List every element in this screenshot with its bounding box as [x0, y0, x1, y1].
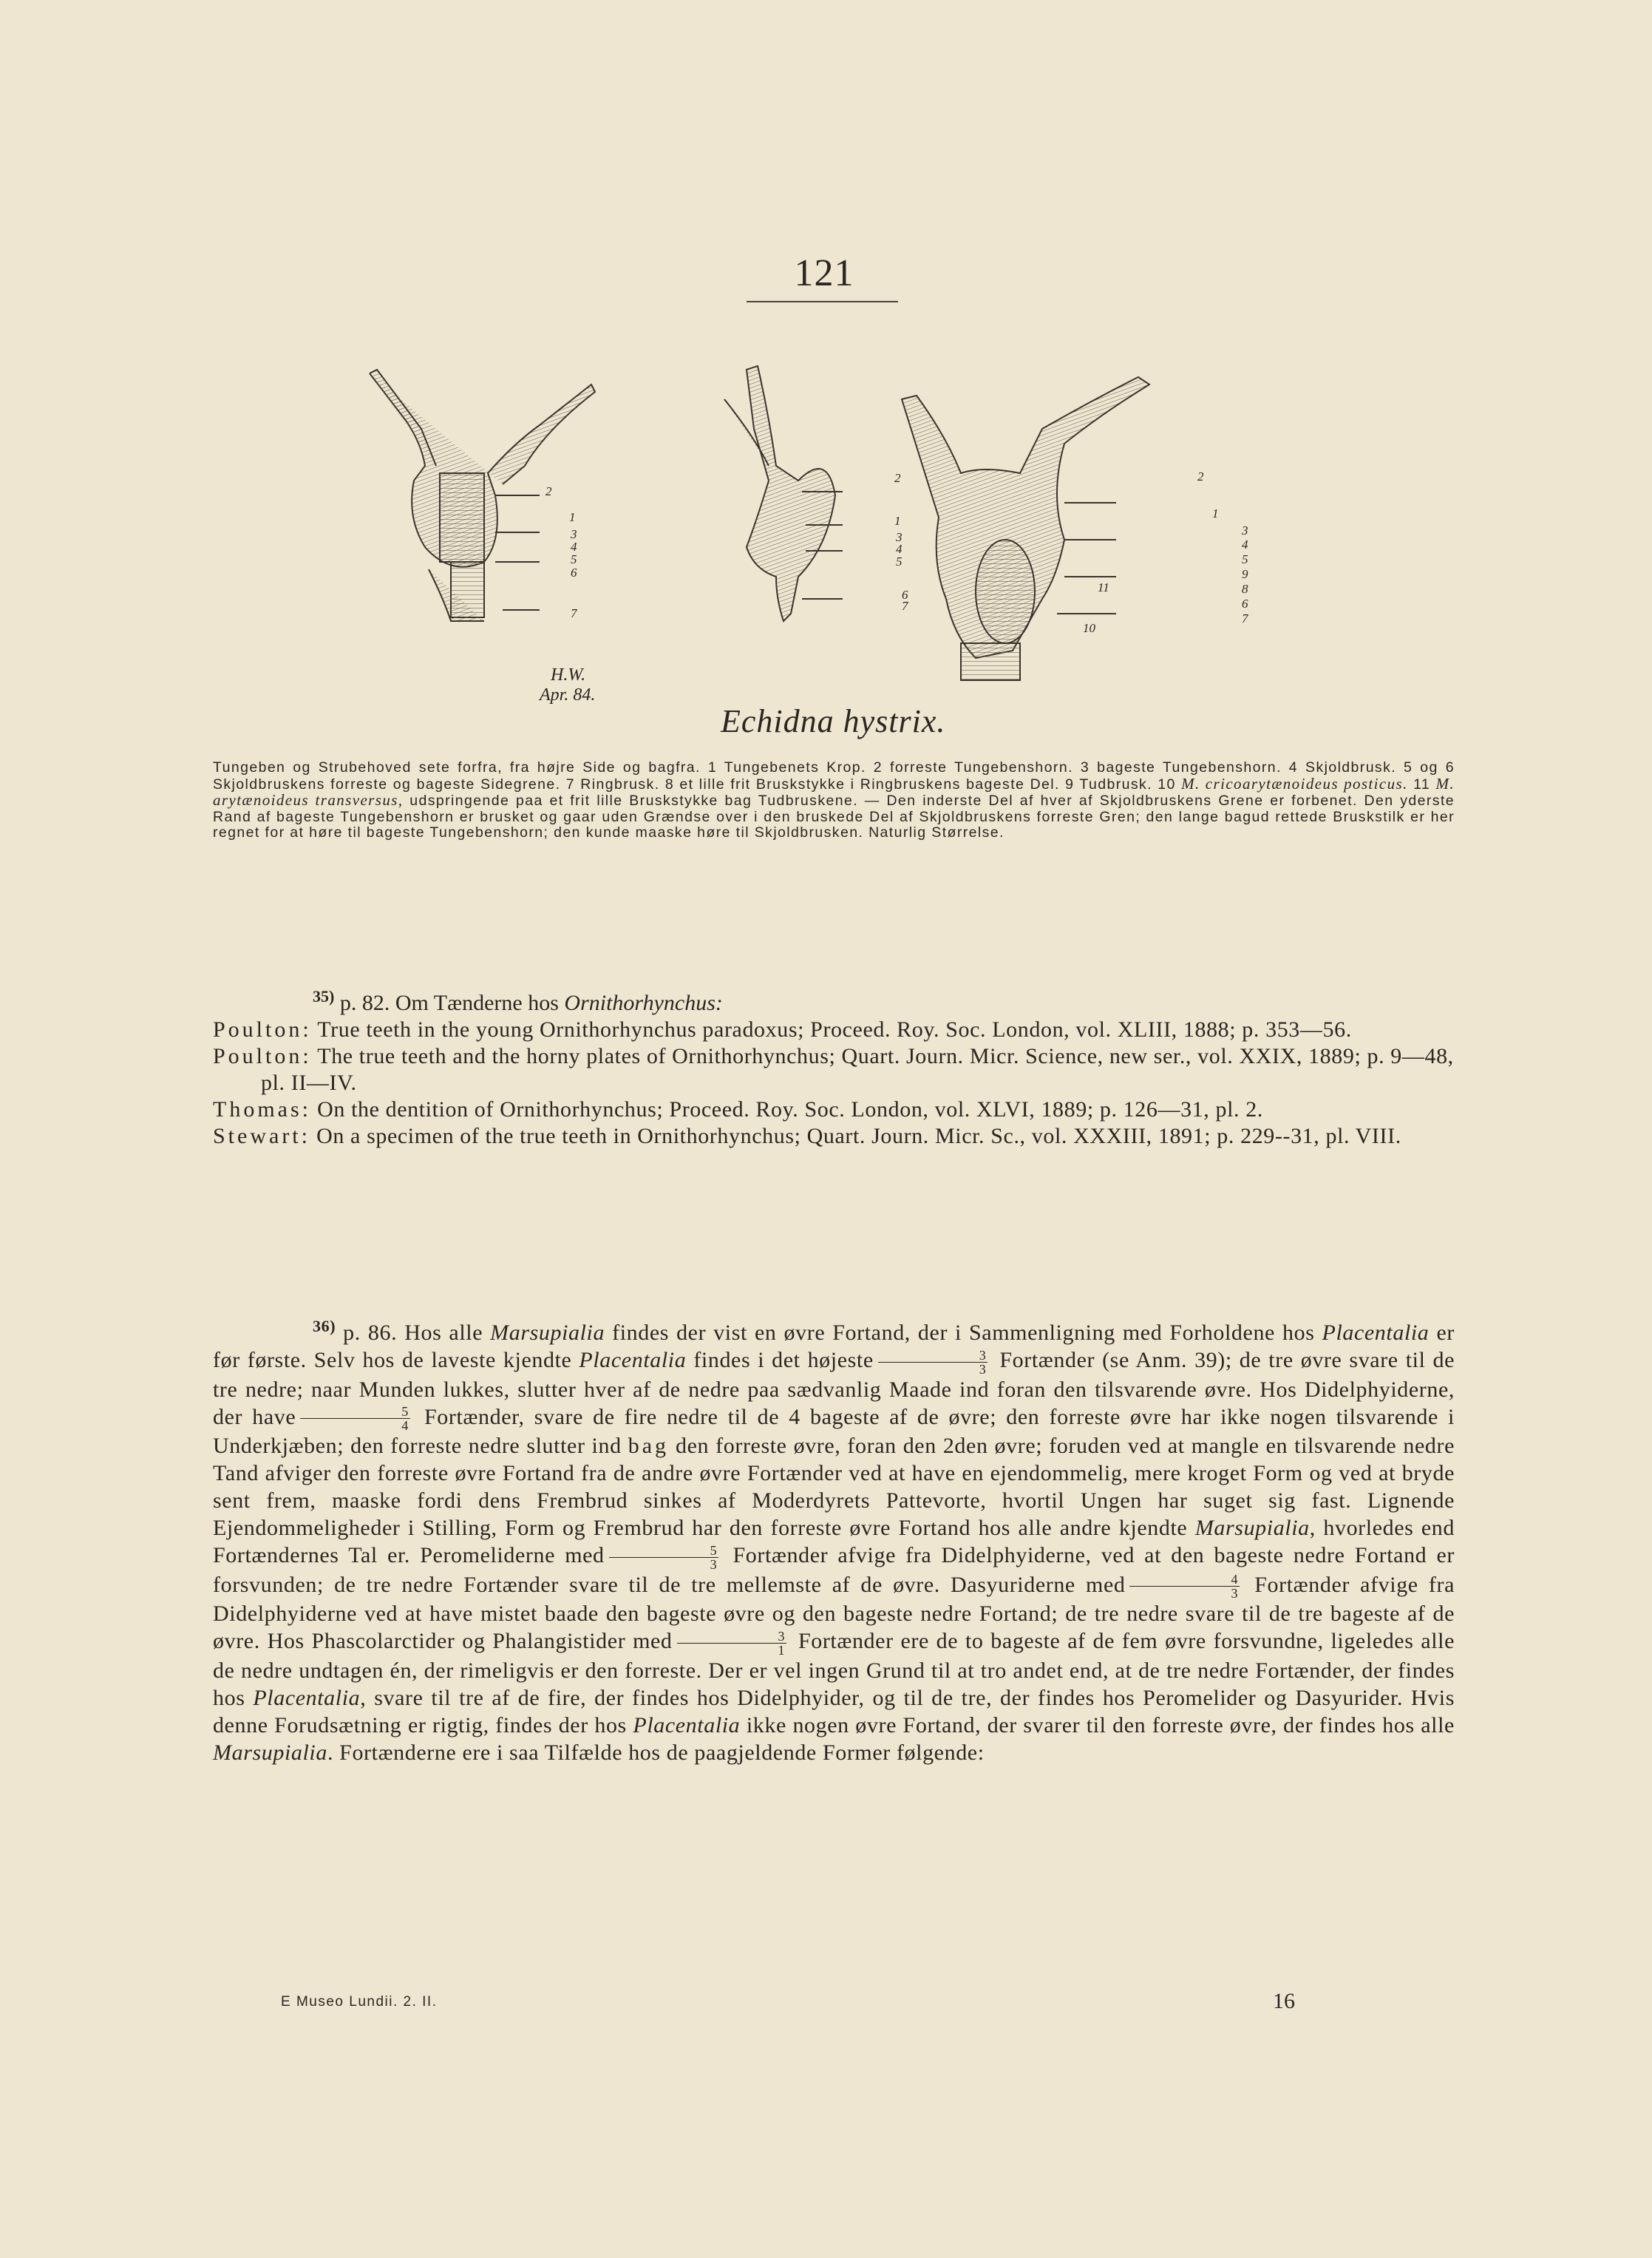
- reference-item: [213, 1017, 1455, 1043]
- reference-item: [213, 1096, 1455, 1123]
- fig-label-left-4: 4: [571, 540, 577, 554]
- reference-text: On the dentition of Ornithorhynchus; Proceed. Roy. Soc. London, vol. XLVI, 1889; p. 126—31, pl. 2.: [317, 1097, 1263, 1122]
- fraction-denominator: 3: [710, 1556, 718, 1572]
- fraction-3-1: [677, 1630, 787, 1657]
- reference-author: Stewart:: [213, 1124, 310, 1148]
- note-36-text: Fortænder afvige fra Didelphyiderne ved at have mistet baade den bageste øvre og den bageste nedre Fortand; de tre nedre svare til de tre bageste af de øvre. Hos Phascolarctider og Phalangistider med: [213, 1572, 1455, 1654]
- note-35: [213, 983, 1455, 1150]
- fraction-denominator: 3: [1231, 1586, 1239, 1601]
- note-36-text: . Fortænderne ere i saa Tilfælde hos de paagjeldende Former følgende:: [327, 1740, 985, 1766]
- fraction-denominator: 3: [979, 1361, 987, 1377]
- fig-label-right-10: 10: [1083, 621, 1095, 635]
- fig-label-right-3: 3: [1242, 523, 1248, 538]
- larynx-illustration: [355, 355, 1301, 739]
- page-number: 121: [794, 252, 854, 294]
- fraction-4-3: [1129, 1573, 1240, 1600]
- note-36-text: , hvorledes end Fortændernes Tal er. Peromeliderne med: [213, 1516, 1455, 1568]
- fraction-denominator: 4: [401, 1418, 409, 1434]
- note-35-intro: p. 82. Om Tænderne hos: [339, 991, 559, 1015]
- note-36-text: Fortænder, svare de fire nedre til de 4 bageste af de øvre; den forreste øvre har ikke nogen tilsvarende i Underkjæben; den forreste nedre slutter ind: [213, 1404, 1455, 1459]
- note-36-paragraph: [213, 1312, 1455, 1766]
- fig-label-right-11: 11: [1098, 580, 1109, 594]
- fig-label-right-7: 7: [1242, 611, 1248, 625]
- fig-label-right-4: 4: [1242, 538, 1248, 552]
- figure-caption: [213, 760, 1455, 841]
- term-placentalia: Placentalia: [253, 1686, 361, 1711]
- term-placentalia: Placentalia: [1322, 1320, 1430, 1345]
- reference-author: Thomas:: [213, 1097, 311, 1122]
- note-35-heading: [213, 983, 1455, 1017]
- fraction-5-3: [609, 1544, 719, 1571]
- fraction-denominator: 1: [778, 1643, 786, 1658]
- reference-item: [213, 1043, 1455, 1096]
- figure-echidna-larynx: [355, 355, 1301, 739]
- note-36-text: Fortænder (se Anm. 39); de tre øvre svare til de tre nedre; naar Munden lukkes, slutter hver af de nedre paa sædvanlig Maade ind foran den tilsvarende øvre. Hos Didelphyiderne, der have: [213, 1348, 1455, 1429]
- fig-label-left-2: 2: [545, 484, 552, 498]
- fraction-numerator: 3: [878, 1349, 988, 1363]
- fig-label-mid-6: 6: [902, 588, 908, 602]
- fig-label-right-9: 9: [1242, 567, 1248, 581]
- note-36-text: findes i det højeste: [693, 1348, 874, 1372]
- fig-label-right-2: 2: [1197, 469, 1204, 484]
- fraction-numerator: 5: [300, 1405, 410, 1419]
- note-36-text: Fortænder afvige fra Didelphyiderne, ved at den bageste nedre Fortand er forsvunden; de tre nedre Fortænder svare til de tre mellemste af de øvre. Dasyuriderne med: [213, 1543, 1455, 1597]
- fraction-numerator: 5: [609, 1544, 719, 1558]
- fraction-numerator: 3: [677, 1630, 787, 1644]
- reference-text: The true teeth and the horny plates of Ornithorhynchus; Quart. Journ. Micr. Science, new ser., vol. XXIX, 1889; p. 9—48, pl. II—IV.: [261, 1044, 1454, 1095]
- fig-label-left-1: 1: [569, 510, 576, 524]
- note-36-text: findes der vist en øvre Fortand, der i Sammenligning med Forholdene hos: [612, 1320, 1315, 1345]
- figure-title: Echidna hystrix.: [721, 703, 946, 739]
- note-36-text: Fortænder ere de to bageste af de fem øvre forsvundne, ligeledes alle de nedre undtagen én, der rimeligvis er den forreste. Der er vel ingen Grund til at tro andet end, at de tre nedre Fortænder, der findes hos: [213, 1629, 1455, 1711]
- fig-label-mid-3: 3: [896, 530, 903, 544]
- illustrator-signature-initials: H.W.: [551, 665, 586, 685]
- fig-label-mid-4: 4: [896, 542, 903, 556]
- illustrator-signature-date: Apr. 84.: [540, 685, 596, 705]
- fig-label-left-7: 7: [571, 606, 577, 620]
- caption-text-1: Tungeben og Strubehoved sete forfra, fra højre Side og bagfra. 1 Tungebenets Krop. 2 forreste Tungebenshorn. 3 bageste Tungebenshorn. 4 Skjoldbrusk. 5 og 6 Skjoldbruskens forreste og bageste Sidegrene. 7 Ringbrusk. 8 et lille frit Bruskstykke i Ringbruskens bageste Del. 9 Tudbrusk. 10: [213, 759, 1455, 793]
- fraction-5-4: [300, 1405, 410, 1432]
- term-marsupialia: Marsupialia: [1194, 1516, 1310, 1541]
- fig-label-left-5: 5: [571, 552, 577, 566]
- fig-label-right-6: 6: [1242, 597, 1248, 611]
- fig-label-mid-1: 1: [894, 514, 901, 528]
- fraction-numerator: 4: [1129, 1573, 1240, 1587]
- fig-label-right-8: 8: [1242, 582, 1248, 596]
- fraction-3-3: [878, 1349, 988, 1376]
- term-placentalia: Placentalia: [579, 1348, 687, 1372]
- note-36-text: er før første. Selv hos de laveste kjendte: [213, 1320, 1455, 1372]
- term-placentalia: Placentalia: [633, 1713, 741, 1738]
- footer-signature-number: 16: [1273, 1989, 1295, 2013]
- caption-text-3: udspringende paa et frit lille Bruskstykke bag Tudbruskene. — Den inderste Del af hver af Skjoldbruskens Grene er forbenet. Den yderste Rand af bageste Tungebenshorn er brusket og gaar uden Grændse over i den bruskede Del af Skjoldbruskens forreste Gren; den lange bagud rettede Bruskstilk er her regnet for at høre til bageste Tungebenshorn; den kunde maaske høre til Skjoldbrusken. Naturlig Størrelse.: [213, 793, 1455, 841]
- fig-label-right-1: 1: [1212, 506, 1219, 521]
- note-35-number: 35): [313, 987, 335, 1006]
- larynx-back-view: [902, 377, 1149, 680]
- fig-label-right-5: 5: [1242, 552, 1248, 566]
- fig-label-left-6: 6: [571, 566, 577, 580]
- note-36-text: den forreste øvre, foran den 2den øvre; foruden ved at mangle en tilsvarende nedre Tand afviger den forreste øvre Fortand fra de andre øvre Fortænder ved at have en ejendommelig, mere kroget Form og ved at bryde sent frem, maaske fordi dens Frembrud sinkes af Moderdyrets Pattevorte, hvortil Ungen har suget sig fast. Lignende Ejendommeligheder i Stilling, Form og Frembrud har den forreste øvre Fortand hos alle andre kjendte: [213, 1434, 1455, 1541]
- larynx-front-view: [370, 370, 595, 621]
- spaced-bag: bag: [628, 1434, 670, 1459]
- term-marsupialia: Marsupialia: [490, 1320, 605, 1345]
- larynx-side-view: [724, 366, 843, 621]
- note-36-number: 36): [313, 1317, 336, 1335]
- term-marsupialia: Marsupialia: [213, 1740, 327, 1766]
- note-35-genus: Ornithorhynchus:: [564, 991, 723, 1015]
- caption-latin-1: M. cricoarytænoideus posticus.: [1181, 774, 1408, 793]
- reference-text: On a specimen of the true teeth in Ornithorhynchus; Quart. Journ. Micr. Sc., vol. XXXIII, 1891; p. 229--31, pl. VIII.: [316, 1124, 1401, 1148]
- note-36-text: , svare til tre af de fire, der findes hos Didelphyider, og til de tre, der findes hos Peromelider og Dasyurider. Hvis denne Forudsætning er rigtig, findes der hos: [213, 1686, 1455, 1738]
- page-rule: [747, 301, 898, 302]
- note-36: [213, 1312, 1455, 1766]
- reference-author: Poulton:: [213, 1017, 312, 1042]
- caption-text-2: 11: [1413, 776, 1431, 793]
- caption-latin-2: M. arytænoideus transversus,: [213, 774, 1455, 809]
- reference-text: True teeth in the young Ornithorhynchus paradoxus; Proceed. Roy. Soc. London, vol. XLIII, 1888; p. 353—56.: [317, 1017, 1352, 1042]
- reference-item: [213, 1123, 1455, 1150]
- fig-label-mid-5: 5: [896, 555, 903, 569]
- reference-author: Poulton:: [213, 1044, 312, 1068]
- note-36-text: ikke nogen øvre Fortand, der svarer til den forreste øvre, der findes hos alle: [746, 1713, 1455, 1738]
- footer-series: E Museo Lundii. 2. II.: [281, 1994, 438, 2010]
- fig-label-mid-2: 2: [894, 471, 901, 485]
- fig-label-mid-7: 7: [902, 599, 908, 613]
- note-36-text: p. 86. Hos alle: [343, 1320, 483, 1345]
- fig-label-left-3: 3: [571, 527, 577, 541]
